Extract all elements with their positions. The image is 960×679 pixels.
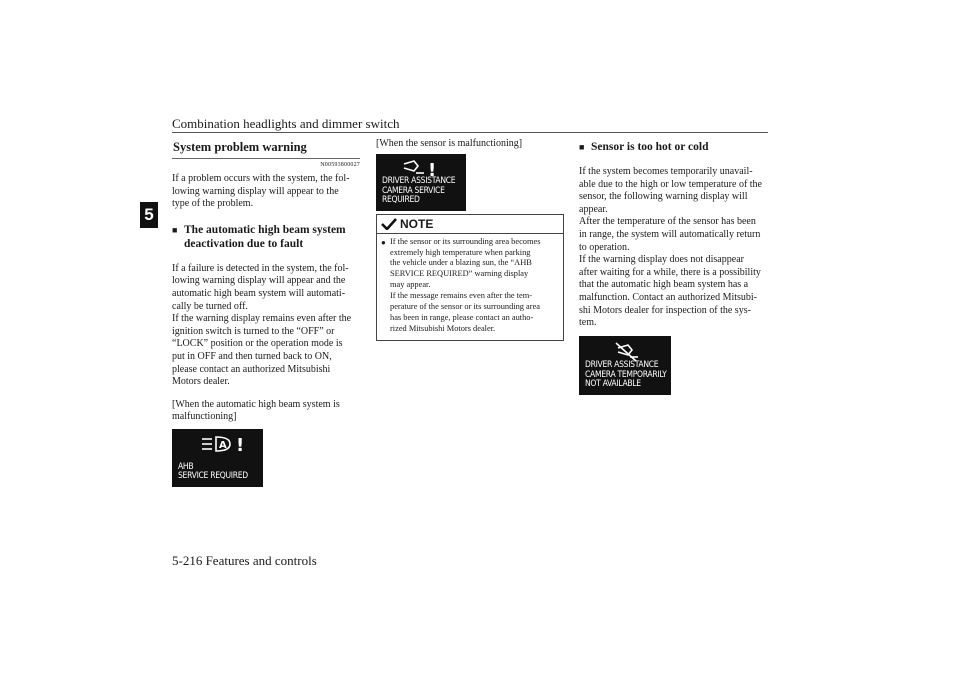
ahb-caption: [When the automatic high beam system is malfunctioning] [172, 398, 340, 423]
sensor-caption: [When the sensor is malfunctioning] [376, 138, 523, 149]
subheading-temperature [579, 140, 767, 154]
note-check-icon [381, 218, 397, 230]
service-display-line1: DRIVER ASSISTANCE [382, 176, 456, 187]
section-title: System problem warning [172, 138, 360, 159]
square-bullet-icon: ■ [579, 142, 585, 152]
svg-text:!: ! [428, 159, 437, 180]
svg-text:!: ! [236, 434, 245, 456]
camera-unavailable-display [579, 336, 671, 395]
ahb-service-display [172, 429, 263, 487]
service-display-line3: REQUIRED [382, 195, 420, 206]
square-bullet-icon: ■ [172, 224, 178, 235]
subheading-fault-text: The automatic high beam system deactivation due to fault [184, 223, 346, 250]
column-3 [579, 138, 767, 395]
note-body [377, 234, 563, 340]
ahb-display-line1: AHB [178, 461, 194, 472]
reference-code: N00593800027 [320, 162, 360, 168]
camera-service-display [376, 154, 466, 211]
column-2 [376, 138, 564, 341]
note-text: If the sensor or its surrounding area becomes extremely high temperature when parking the vehicle under a blazing sun, the “AHB SERVICE REQUIRED” warning display may appear. If the message remains even after the tem- perature of the sensor or its surrounding area has been in range, please contact an autho- rized Mitsubishi Motors dealer. [390, 236, 541, 333]
service-display-line2: CAMERA SERVICE [382, 185, 445, 196]
column-1 [172, 138, 360, 487]
header-rule [172, 132, 768, 133]
fault-paragraph: If a failure is detected in the system, the fol- lowing warning display will appear and the automatic high beam system will automati- cally be turned off. If the warning display remains even after the ignition switch is turned to the “OFF” or “LOCK” position or the operation mode is put in OFF and then turned back to ON, please contact an authorized Mitsubishi Motors dealer. [172, 262, 352, 388]
page-footer: 5-216 Features and controls [172, 553, 317, 568]
subheading-fault [172, 223, 360, 251]
svg-text:A: A [219, 439, 227, 451]
temp-display-line1: DRIVER ASSISTANCE [585, 360, 659, 371]
note-label: NOTE [400, 216, 434, 231]
note-header [377, 215, 563, 234]
subheading-temperature-text: Sensor is too hot or cold [591, 141, 709, 153]
chapter-tab: 5 [140, 202, 158, 228]
note-box [376, 214, 564, 341]
temp-display-line3: NOT AVAILABLE [585, 379, 641, 390]
bullet-dot-icon: ● [381, 237, 386, 247]
page-header-title: Combination headlights and dimmer switch [172, 116, 400, 131]
intro-paragraph: If a problem occurs with the system, the fol- lowing warning display will appear to the type of the problem. [172, 173, 350, 210]
ahb-display-line2: SERVICE REQUIRED [178, 471, 248, 482]
temperature-paragraph: If the system becomes temporarily unavail- able due to the high or low temperature of the sensor, the following warning display will appear. After the temperature of the sensor has been in range, the system will automatically return to operation. If the warning display does not disappear after waiting for a while, there is a possibility that the automatic high beam system has a malfunction. Contact an authorized Mitsubi- shi Motors dealer for inspection of the sys- tem. [579, 166, 762, 329]
temp-display-line2: CAMERA TEMPORARILY [585, 369, 667, 380]
ahb-warning-icon [200, 434, 260, 456]
